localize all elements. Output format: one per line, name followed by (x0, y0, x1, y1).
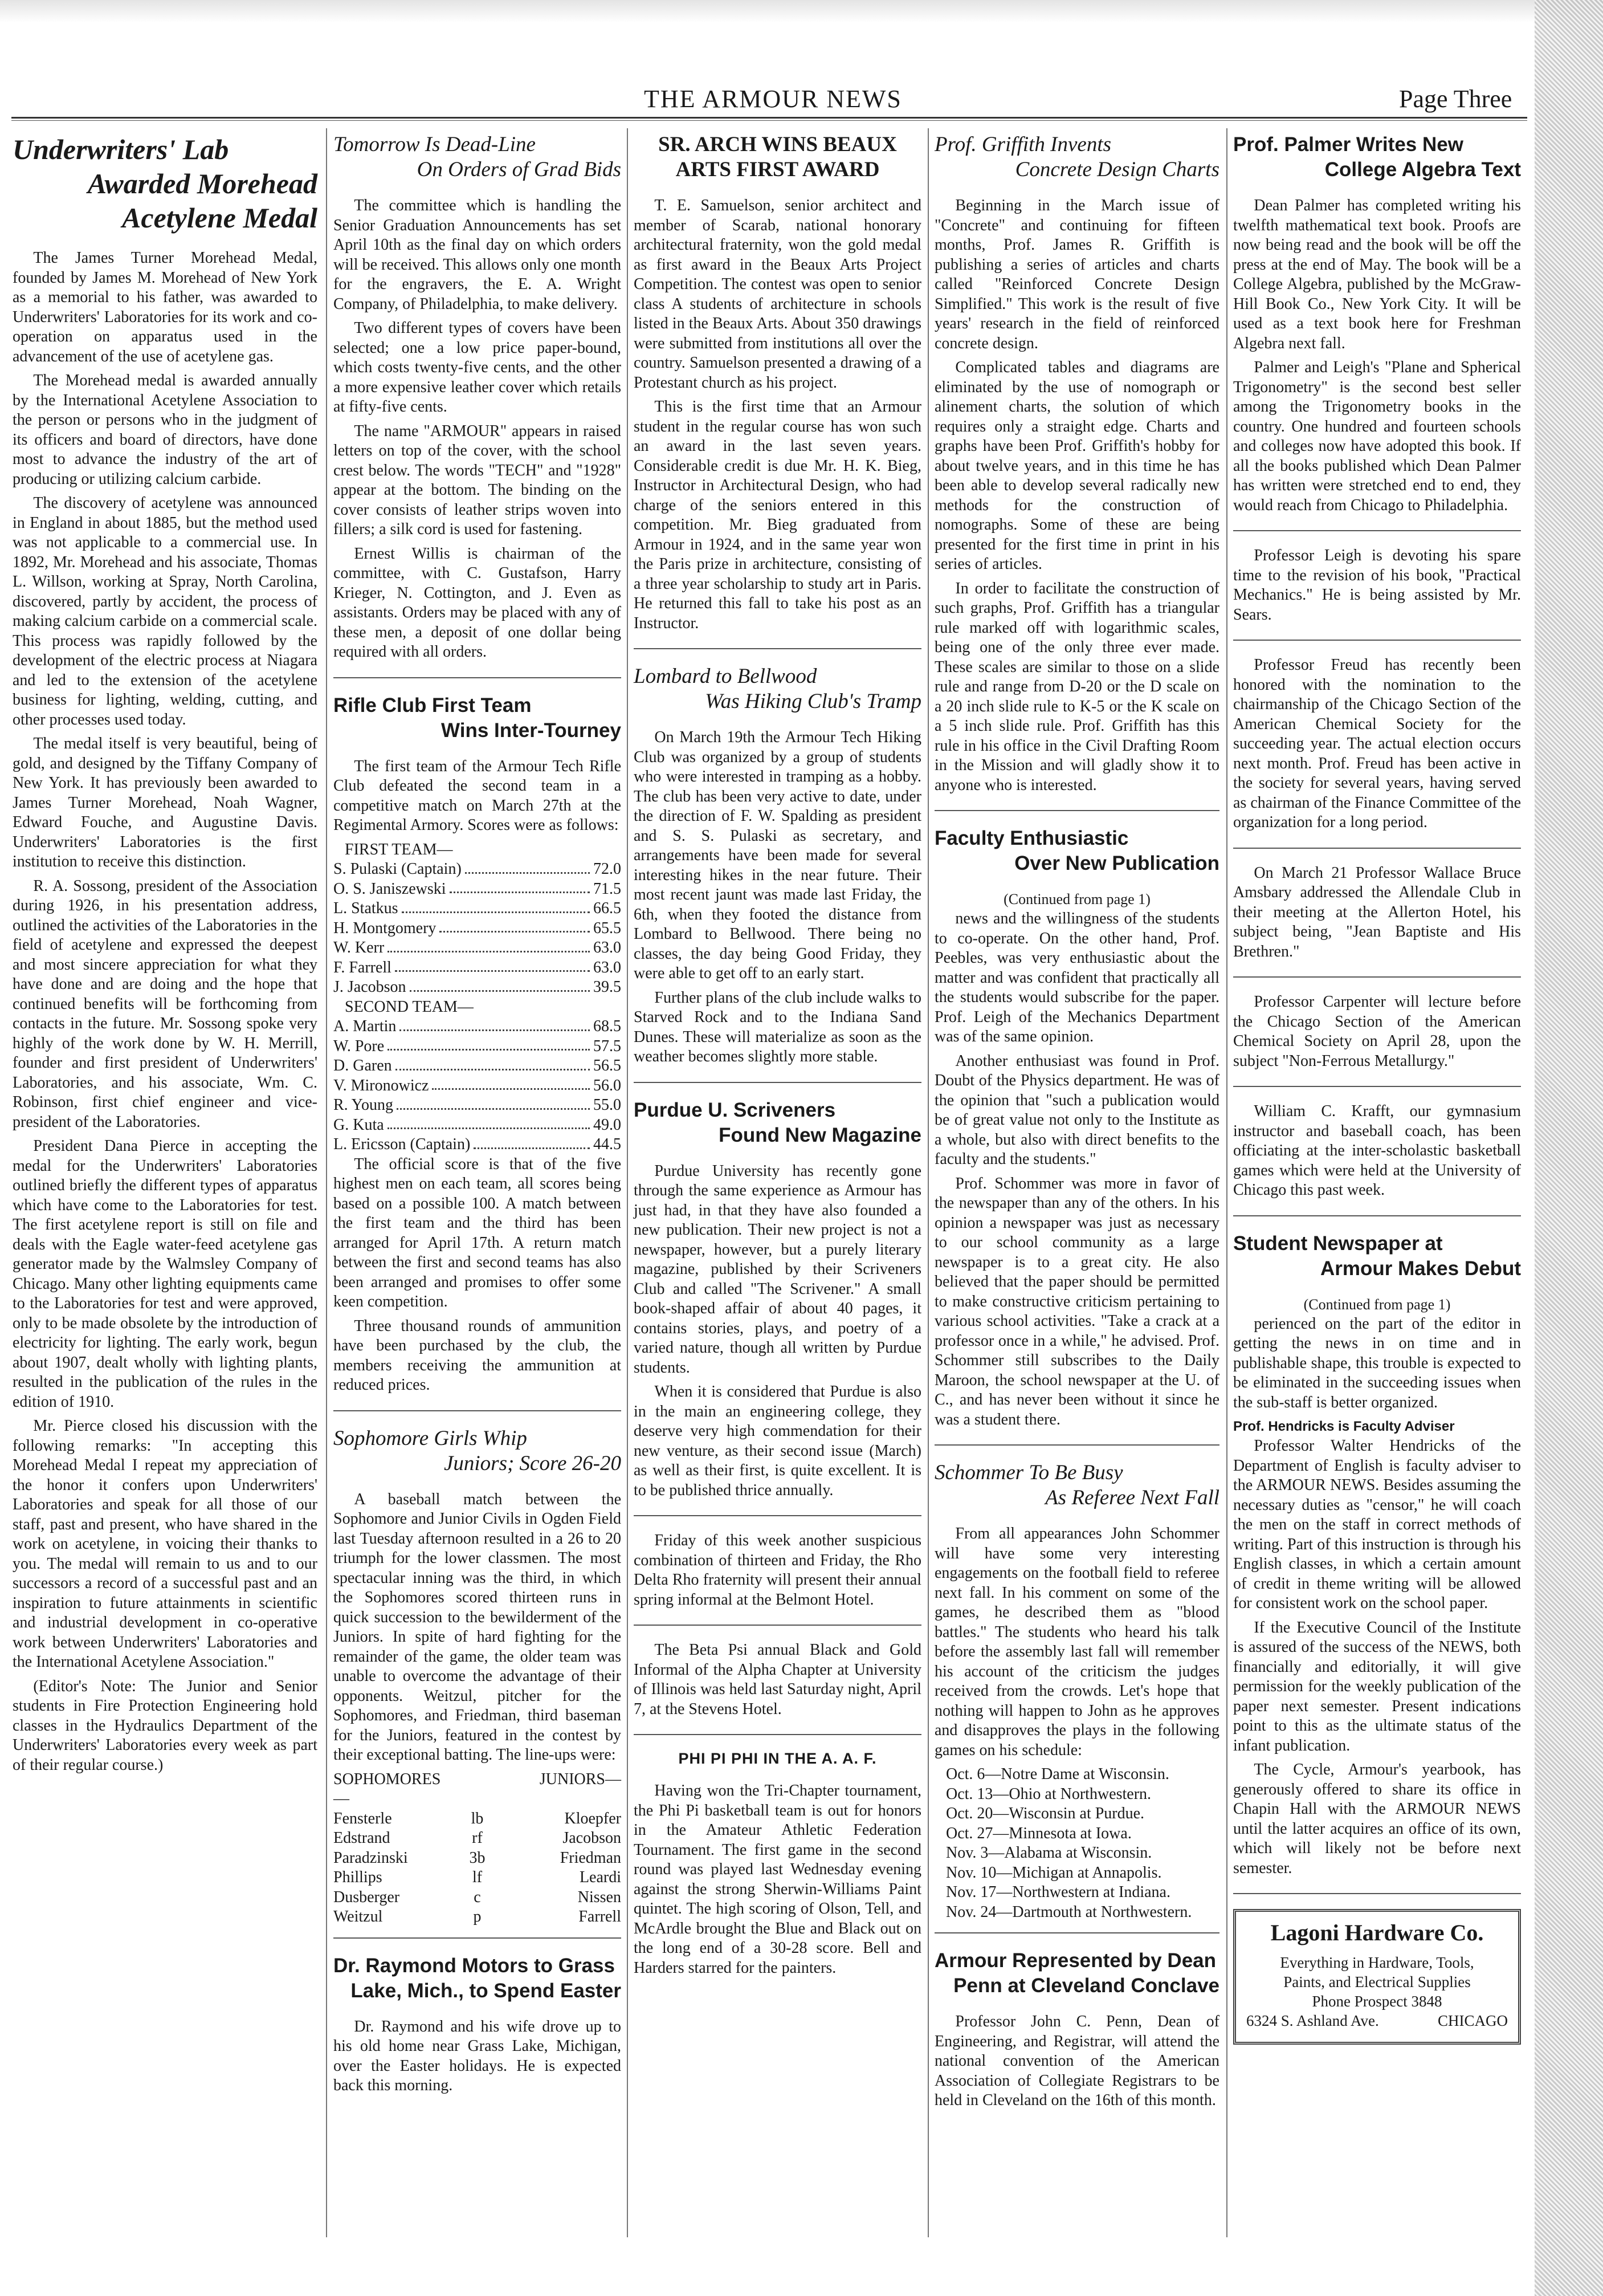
dot-leader (450, 880, 590, 894)
headline (634, 1098, 921, 1148)
paragraph: Three thousand rounds of ammunition have been purchased by the club, the members receiving the ammunition at reduced prices. (333, 1317, 621, 1394)
schedule-item: Oct. 20—Wisconsin at Purdue. (946, 1805, 1145, 1822)
dot-leader (395, 1056, 590, 1070)
team-label: SECOND TEAM— (345, 998, 474, 1016)
ad-line: Everything in Hardware, Tools, (1280, 1954, 1474, 1971)
header-rule (11, 117, 1527, 121)
junior-player: Farrell (578, 1908, 621, 1925)
headline-line: Over New Publication (1014, 852, 1219, 874)
dot-leader (399, 1017, 590, 1031)
article (1233, 1231, 1521, 1895)
shooter-name: V. Mironowicz (333, 1076, 429, 1094)
shooter-name: A. Martin (333, 1017, 397, 1035)
score-row (333, 1037, 621, 1057)
column-rule (928, 128, 929, 2237)
paragraph: Professor Walter Hendricks of the Department of English is faculty adviser to the ARMOUR NEWS. Besides assuming the necessary duties as "censor," he will coach the men on the staff in correct methods of writing. Part of this instruction is through his English classes, in which a certain amount of credit in theme writing will be allowed for consistent work on the school paper. (1233, 1437, 1521, 1612)
schedule-item: Oct. 13—Ohio at Northwestern. (946, 1785, 1152, 1803)
paragraph: The Morehead medal is awarded annually by the International Acetylene Association to the person or persons who in the judgment of its officers and board of directors, have done most to advance the industry of the art of producing or utilizing calcium carbide. (13, 372, 317, 488)
paragraph: The medal itself is very beautiful, being of gold, and designed by the Tiffany Company of New York. It has previously been awarded to James Turner Morehead, Noah Wagner, Edward Fouche, and Augustine Davis. Underwriters' Laboratories is the first institution to receive this distinction. (13, 735, 317, 870)
headline (935, 1948, 1219, 1998)
headline-line: Acetylene Medal (122, 202, 317, 234)
headline-line: Student Newspaper at (1233, 1232, 1443, 1255)
headline (935, 826, 1219, 876)
shooter-score: 49.0 (593, 1116, 621, 1134)
headline-line: Awarded Morehead (87, 168, 317, 200)
lineup-row (333, 1907, 621, 1927)
paragraph: T. E. Samuelson, senior architect and member of Scarab, national honorary architectural fraternity, won the gold medal as first award in the Beaux Arts Project Competition. The contest was open to senior class A students of architecture in schools listed in the Beaux Arts. About 350 drawings were submitted from institutions all over the country. Samuelson presented a drawing of a Protestant church as his project. (634, 197, 921, 392)
paragraph: The official score is that of the five highest men on each team, all scores being based on a possible 100. A match between the first team and the third has been arranged for April 17th. A return match between the first and second teams has also been arranged and promises to offer some keen competition. (333, 1155, 621, 1310)
headline-line: College Algebra Text (1324, 158, 1521, 181)
sophomore-player: SOPHOMORES— (333, 1770, 441, 1808)
ad-city: CHICAGO (1437, 2012, 1508, 2029)
headline-line: Armour Makes Debut (1320, 1257, 1521, 1280)
column-rule (627, 128, 628, 2237)
paragraph: Professor Leigh is devoting his spare time to the revision of his book, "Practical Mechanics." He is being assisted by Mr. Sears. (1233, 547, 1521, 624)
article (333, 1426, 621, 1939)
headline-line: Lake, Mich., to Spend Easter (350, 1979, 621, 2002)
headline-line: Armour Represented by Dean (935, 1949, 1217, 1972)
score-row (333, 860, 621, 880)
paragraph: Ernest Willis is chairman of the committee, with C. Gustafson, Harry Krieger, N. Cottington, and J. Even as assistants. Orders may be placed with any of these men, a deposit of one dollar being required with all orders. (333, 544, 621, 661)
shooter-score: 56.5 (593, 1057, 621, 1074)
paragraph: The Beta Psi annual Black and Gold Informal of the Alpha Chapter at University of Illinois was held last Saturday night, April 7, at the Stevens Hotel. (634, 1641, 921, 1718)
article (935, 1460, 1219, 1933)
paragraph: On March 21 Professor Wallace Bruce Amsbary addressed the Allendale Club in their meeting at the Allerton Hotel, his subject being, "Jean Baptiste and His Brethren." (1233, 864, 1521, 960)
ad-address-row (1246, 2011, 1508, 2030)
lineup-row (333, 1849, 621, 1868)
paragraph: perienced on the part of the editor in getting the news in on time and in publishable shape, this trouble is expected to be eliminated in the succeeding issues when the sub-staff is better organized. (1233, 1314, 1521, 1411)
advertisement (1233, 1909, 1521, 2045)
shooter-score: 65.5 (593, 919, 621, 937)
paragraph: Having won the Tri-Chapter tournament, the Phi Pi basketball team is out for honors in the Amateur Athletic Federation Tournament. The first game in the second round was played last Wednesday evening against the strong Sherwin-Williams Paint quintet. The high scoring of Olson, Tell, and McArdle brought the Blue and Black out on the long end of a 30-28 score. Bell and Harders starred for the painters. (634, 1782, 921, 1977)
headline-line: ARTS FIRST AWARD (675, 158, 880, 181)
headline-line: Prof. Griffith Invents (935, 133, 1112, 156)
score-row (333, 880, 621, 899)
headline-line: Underwriters' Lab (13, 133, 229, 165)
lineup-row (333, 1829, 621, 1849)
headline-line: Rifle Club First Team (333, 694, 532, 717)
paragraph: news and the willingness of the students to co-operate. On the other hand, Prof. Peebles, was very enthusiastic about the matter and was confident that practically all the students would subscribe for the paper. Prof. Leigh of the Mechanics Department was of the same opinion. (935, 910, 1219, 1045)
column-rule (326, 128, 327, 2237)
score-row (333, 978, 621, 998)
shooter-name: G. Kuta (333, 1116, 384, 1134)
score-row (333, 938, 621, 958)
headline (333, 1953, 621, 2004)
dot-leader (465, 860, 590, 874)
article (333, 693, 621, 1411)
paragraph: Professor Freud has recently been honored with the nomination to the chairmanship of the Chicago Section of the American Chemical Society for the succeeding year. The actual election occurs next month. Prof. Freud has been active in the society for several years, having served as chairman of the Finance Committee of the organization for a long period. (1233, 656, 1521, 831)
headline (634, 132, 921, 182)
dot-leader (395, 958, 590, 972)
schedule-item: Oct. 6—Notre Dame at Wisconsin. (946, 1765, 1169, 1783)
shooter-name: F. Farrell (333, 958, 391, 976)
paragraph: Mr. Pierce closed his discussion with the following remarks: "In accepting this Morehead Medal I repeat my appreciation of the honor it confers upon Underwriters' Laboratories and speak for all those of our staff, past and present, who have shared in the work on acetylene, in voicing their thanks to you. The medal will remain to us and to our successors a record of a successful past and an inspiration to future attainments in scientific and industrial development in co-operative work between Underwriters' Laboratories and the International Acetylene Association." (13, 1417, 317, 1671)
headline (333, 693, 621, 743)
lineup-row (333, 1809, 621, 1829)
sophomore-player: Weitzul (333, 1908, 383, 1925)
headline-line: Was Hiking Club's Tramp (705, 690, 921, 713)
paragraph: Beginning in the March issue of "Concrete" and continuing for fifteen months, Prof. James R. Griffith is publishing a series of articles and charts called "Reinforced Concrete Design Simplified." This work is the result of five years' research in the field of reinforced concrete design. (935, 197, 1219, 352)
position (444, 1770, 511, 1809)
schedule-item: Nov. 24—Dartmouth at Northwestern. (946, 1903, 1192, 1921)
headline-line: Lombard to Bellwood (634, 665, 817, 688)
headline (333, 1426, 621, 1476)
score-row (333, 1116, 621, 1135)
column-rule (1226, 128, 1227, 2237)
scan-edge-right (1535, 0, 1603, 2296)
paragraph: William C. Krafft, our gymnasium instructor and baseball coach, has been officiating at the inter-scholastic basketball games which were held at the University of Chicago this past week. (1233, 1102, 1521, 1199)
headline-line: Faculty Enthusiastic (935, 827, 1129, 849)
headline (1233, 132, 1521, 182)
paragraph: From all appearances John Schommer will have some very interesting engagements on the football field to referee next fall. In his comment on some of the games, he described them as "blood battles." The students who heard his talk before the assembly last fall will remember his account of the criticism the judges received from the crowds. Let's hope that nothing will happen to John as he approves and disapproves the plays in the following games on his schedule: (935, 1525, 1219, 1759)
sophomore-player: Edstrand (333, 1829, 390, 1847)
position: lf (472, 1868, 483, 1886)
article (1233, 864, 1521, 978)
paragraph: Dr. Raymond and his wife drove up to his old home near Grass Lake, Michigan, over the Easter holidays. He is expected back this morning. (333, 2017, 621, 2094)
junior-player: Jacobson (562, 1829, 621, 1847)
shooter-score: 57.5 (593, 1037, 621, 1055)
headline-line: As Referee Next Fall (1045, 1486, 1219, 1509)
position: 3b (469, 1849, 486, 1867)
dot-leader (388, 1037, 590, 1051)
article (1233, 992, 1521, 1087)
paragraph: Purdue University has recently gone through the same experience as Armour has just had, in that they have also founded a new publication. Their new project is not a newspaper, however, but a purely literary magazine, published by their Scriveners Club and called "The Scrivener." A small book-shaped affair of about 40 pages, it contains stories, plays, and poetry of a varied nature, though all written by Purdue students. (634, 1162, 921, 1377)
article (935, 1948, 1219, 2126)
dot-leader (432, 1076, 590, 1090)
shooter-name: W. Kerr (333, 939, 385, 956)
article (634, 1640, 921, 1735)
article (13, 132, 317, 1790)
article (333, 1953, 621, 2111)
headline-line: Penn at Cleveland Conclave (953, 1975, 1219, 1997)
position: rf (472, 1829, 483, 1847)
shooter-score: 63.0 (593, 939, 621, 956)
dot-leader (397, 1096, 590, 1110)
team-label: FIRST TEAM— (345, 840, 453, 858)
paragraph: The James Turner Morehead Medal, founded by James M. Morehead of New York as a memorial to his father, was awarded to Underwriters' Laboratories for its work and co-operation on apparatus used in the advancement of the use of acetylene gas. (13, 249, 317, 365)
subheading: Prof. Hendricks is Faculty Adviser (1233, 1419, 1455, 1434)
shooter-score: 66.5 (593, 899, 621, 917)
article (935, 826, 1219, 1446)
headline-line: Concrete Design Charts (1015, 158, 1219, 181)
junior-player: Friedman (560, 1849, 621, 1867)
paragraph: If the Executive Council of the Institute is assured of the success of the NEWS, both financially and editorially, it will give permission for the weekly publication of the paper next semester. Present indications point to this as the ultimate status of the infant publication. (1233, 1618, 1521, 1754)
dot-leader (388, 938, 590, 952)
article (634, 664, 921, 1083)
shooter-name: R. Young (333, 1096, 394, 1114)
headline-line: SR. ARCH WINS BEAUX (658, 133, 897, 156)
sophomore-player: Fensterle (333, 1809, 392, 1827)
lineup-row (333, 1888, 621, 1908)
paragraph: R. A. Sossong, president of the Association during 1926, in his presentation address, outlined the activities of the Laboratories in the field of acetylene and expressed the deepest and most sincere appreciation for what they have done and are doing and the hope that continued benefits will be forthcoming from contacts in the future. Mr. Sossong spoke very highly of the work done by W. H. Merrill, founder and first president of Underwriters' Laboratories, and his associate, Wm. C. Robinson, first chief engineer and vice-president of the Laboratories. (13, 877, 317, 1131)
scan-edge-top (0, 0, 1603, 23)
headline (634, 1750, 921, 1768)
paragraph: Two different types of covers have been selected; one a low price paper-bound, which costs twenty-five cents, and the other a more expensive leather cover which retails at fifty-five cents. (333, 319, 621, 416)
headline (13, 132, 317, 235)
shooter-score: 39.5 (593, 978, 621, 996)
score-row (333, 1056, 621, 1076)
paragraph: Professor John C. Penn, Dean of Engineering, and Registrar, will attend the national convention of the American Association of Collegiate Registrars to be held in Cleveland on the 16th of this month. (935, 2013, 1219, 2109)
headline-line: On Orders of Grad Bids (417, 158, 621, 181)
headline-line: Wins Inter-Tourney (441, 719, 621, 742)
paragraph: Friday of this week another suspicious combination of thirteen and Friday, the Rho Delta Rho fraternity will present their annual spring informal at the Belmont Hotel. (634, 1532, 921, 1609)
paragraph: The discovery of acetylene was announced in England in about 1885, but the method used was not applicable to a commercial use. In 1892, Mr. Morehead and his associate, Thomas L. Willson, working at Spray, North Carolina, discovered, partly by accident, the process of making calcium carbide on a commercial scale. This process was rapidly followed by the development of the electric process at Niagara and led to the extension of the acetylene business for lighting, welding, cutting, and other processes used today. (13, 494, 317, 728)
masthead: THE ARMOUR NEWS (644, 85, 902, 113)
junior-player: JUNIORS— (539, 1770, 621, 1788)
ad-business-name: Lagoni Hardware Co. (1270, 1920, 1484, 1945)
score-row (333, 1017, 621, 1037)
headline-line: Schommer To Be Busy (935, 1461, 1123, 1484)
headline-line: PHI PI PHI IN THE A. A. F. (678, 1750, 877, 1767)
schedule-item: Nov. 10—Michigan at Annapolis. (946, 1863, 1162, 1882)
paragraph: The first team of the Armour Tech Rifle Club defeated the second team in a competitive match on March 27th at the Regimental Armory. Scores were as follows: (333, 757, 621, 834)
continued-note: (Continued from page 1) (1004, 891, 1151, 907)
paragraph: In order to facilitate the construction of such graphs, Prof. Griffith has a triangular rule marked off with logarithmic scales, being one of the only three ever made. These scales are similar to those on a slide rule and range from D-20 or the D scale on a 20 inch slide rule to K-5 or the K scale on a 5 inch slide rule. Prof. Griffith has this rule in his office in the Civil Drafting Room in the Mission and will gladly show it to anyone who is interested. (935, 579, 1219, 794)
headline (935, 132, 1219, 182)
shooter-score: 56.0 (593, 1076, 621, 1094)
lineup-row (333, 1770, 621, 1809)
shooter-score: 63.0 (593, 958, 621, 976)
column-1 (13, 130, 317, 1805)
shooter-score: 71.5 (593, 880, 621, 898)
article (634, 132, 921, 649)
position: lb (471, 1809, 484, 1827)
article (333, 132, 621, 678)
lineup-row (333, 1868, 621, 1888)
article (1233, 1909, 1521, 2055)
article (1233, 1102, 1521, 1216)
shooter-name: L. Statkus (333, 899, 398, 917)
paragraph: This is the first time that an Armour student in the regular course has won such an award in the last seven years. Considerable credit is due Mr. H. K. Bieg, Instructor in Architectural Design, who had charge of the seniors entered in this competition. Mr. Bieg graduated from Armour in 1924, and in the same year won the Paris prize in architecture, consisting of a three year scholarship to study art in Paris. He returned this fall to take his post as an Instructor. (634, 398, 921, 632)
score-row (333, 1135, 621, 1155)
paragraph: Professor Carpenter will lecture before the Chicago Section of the American Chemical Society on April 28, upon the subject "Non-Ferrous Metallurgy." (1233, 993, 1521, 1070)
position: c (474, 1888, 481, 1906)
paragraph: (Editor's Note: The Junior and Senior students in Fire Protection Engineering hold classes in the Hydraulics Department of the Underwriters' Laboratories every week as part of their regular course.) (13, 1677, 317, 1774)
article (1233, 656, 1521, 849)
paragraph: The name "ARMOUR" appears in raised letters on top of the cover, with the school crest below. The words "TECH" and "1928" appear at the bottom. The binding on the cover consists of leather strips woven into fillers; a silk cord is used for fastening. (333, 422, 621, 538)
paragraph: The committee which is handling the Senior Graduation Announcements has set April 10th as the final day on which orders will be received. This allows only one month for the engravers, the E. A. Wright Company, of Philadelphia, to make delivery. (333, 197, 621, 313)
paragraph: Another enthusiast was found in Prof. Doubt of the Physics department. He was of the opinion that "such a publication would be of great value not only to the Institute as a whole, but also with direct benefits to the faculty and the students." (935, 1052, 1219, 1168)
headline (935, 1460, 1219, 1511)
shooter-name: O. S. Janiszewski (333, 880, 446, 898)
junior-player: Kloepfer (564, 1809, 621, 1827)
ad-phone: Phone Prospect 3848 (1312, 1993, 1442, 2010)
headline (333, 132, 621, 182)
dot-leader (388, 1116, 590, 1130)
schedule-item: Nov. 17—Northwestern at Indiana. (946, 1883, 1170, 1901)
junior-player: Leardi (579, 1868, 621, 1886)
paragraph: A baseball match between the Sophomore and Junior Civils in Ogden Field last Tuesday afternoon resulted in a 26 to 20 triumph for the lower classmen. The most spectacular inning was the third, in which the Sophomores scored thirteen runs in quick succession to the bewilderment of the Juniors. In spite of hard fighting for the remainder of the game, the older team was unable to overcome the advantage of their opponents. Weitzul, pitcher for the Sophomores, and Friedman, third baseman for the Juniors, featured in the contest by their exceptional batting. The line-ups were: (333, 1490, 621, 1764)
score-row (333, 958, 621, 978)
headline (1233, 1231, 1521, 1281)
page-number: Page Three (1399, 85, 1512, 113)
article (634, 1098, 921, 1517)
headline-line: Purdue U. Scriveners (634, 1098, 836, 1121)
dot-leader (410, 978, 590, 992)
sophomore-player: Paradzinski (333, 1849, 408, 1867)
position: p (473, 1908, 482, 1925)
paragraph: Prof. Schommer was more in favor of the newspaper than any of the others. In his opinion a newspaper was just as necessary to our school community as a large newspaper is to a great city. He also believed that the paper should be permitted to make constructive criticism pertaining to various school activities. "Take a crack at a professor once in a while," he advised. Prof. Schommer still subscribes to the Daily Maroon, the school newspaper at the U. of C., and has never been without it since he was a student there. (935, 1174, 1219, 1428)
shooter-name: W. Pore (333, 1037, 385, 1055)
paragraph: Further plans of the club include walks to Starved Rock and to the Indiana Sand Dunes. These will materialize as soon as the weather becomes slightly more stable. (634, 988, 921, 1065)
shooter-score: 72.0 (593, 860, 621, 878)
headline-line: Prof. Palmer Writes New (1233, 133, 1463, 156)
score-row (333, 899, 621, 919)
schedule-item: Nov. 3—Alabama at Wisconsin. (946, 1844, 1152, 1862)
paragraph: The Cycle, Armour's yearbook, has generously offered to share its office in Chapin Hall with the ARMOUR NEWS until the latter acquires an office of its own, which will likely not be before next semester. (1233, 1761, 1521, 1877)
dot-leader (474, 1135, 590, 1149)
schedule-item: Oct. 27—Minnesota at Iowa. (946, 1824, 1132, 1842)
paragraph: Complicated tables and diagrams are eliminated by the use of nomograph or alinement charts, the solution of which requires only a straight edge. Charts and graphs have been Prof. Griffith's hobby for about twelve years, and in this time he has been able to develop several radically new methods for the construction of nomographs. Some of these are being presented for the first time in print in his series of articles. (935, 359, 1219, 573)
headline (634, 664, 921, 714)
column-5 (1233, 130, 1521, 2070)
shooter-name: L. Ericsson (Captain) (333, 1135, 471, 1153)
paragraph: President Dana Pierce in accepting the medal for the Underwriters' Laboratories outlined briefly the different types of apparatus which have come to the Laboratories for test. The first acetylene report is still on file and deals with the Eagle water-feed acetylene gas generator made by the Walmsley Company of Chicago. Many other lighting equipments came to the Laboratories for test and were approved, only to be made obsolete by the introduction of electricity for lighting. The early work, begun about 1907, dealt wholly with lighting plants, resulted in the publication of the rules in the edition of 1910. (13, 1137, 317, 1411)
score-row (333, 1076, 621, 1096)
article (935, 132, 1219, 811)
headline-line: Dr. Raymond Motors to Grass (333, 1954, 615, 1977)
score-row (333, 919, 621, 939)
shooter-name: D. Garen (333, 1057, 392, 1074)
score-row (333, 1096, 621, 1116)
shooter-name: J. Jacobson (333, 978, 406, 996)
headline-line: Tomorrow Is Dead-Line (333, 133, 536, 156)
sophomore-player: Phillips (333, 1868, 382, 1886)
headline-line: Juniors; Score 26-20 (443, 1451, 621, 1475)
article (634, 1750, 921, 1993)
paragraph: When it is considered that Purdue is also in the main an engineering college, they deserve very high commendation for their new venture, as their second issue (March) as well as their first, is quite excellent. It is to be published thrice annually. (634, 1383, 921, 1499)
article (1233, 132, 1521, 531)
junior-player: Nissen (577, 1888, 621, 1906)
article (1233, 546, 1521, 641)
headline-line: Sophomore Girls Whip (333, 1426, 527, 1450)
shooter-name: H. Montgomery (333, 919, 437, 937)
column-2 (333, 130, 621, 2126)
column-3 (634, 130, 921, 2008)
dot-leader (402, 899, 590, 913)
shooter-score: 68.5 (593, 1017, 621, 1035)
paragraph: On March 19th the Armour Tech Hiking Club was organized by a group of students who were interested in tramping as a hobby. The club has been very active to date, under the direction of F. W. Spalding as president and S. S. Pulaski as secretary, and arrangements have been made for several interesting hikes in the near future. Their most recent jaunt was made last Friday, the 6th, when they footed the distance from Lombard to Bellwood. There being no classes, the day being Good Friday, they were able to get off to an early start. (634, 728, 921, 982)
article (634, 1531, 921, 1626)
ad-line: Paints, and Electrical Supplies (1283, 1973, 1471, 1990)
paragraph: Dean Palmer has completed writing his twelfth mathematical text book. Proofs are now being read and the book will be off the press at the end of May. The book will be a College Algebra, published by the McGraw-Hill Book Co., New York City. It will be used as a text book here for Freshman Algebra next fall. (1233, 197, 1521, 352)
column-4 (935, 130, 1219, 2140)
shooter-score: 55.0 (593, 1096, 621, 1114)
ad-address: 6324 S. Ashland Ave. (1246, 2012, 1379, 2029)
sophomore-player: Dusberger (333, 1888, 400, 1906)
continued-note: (Continued from page 1) (1303, 1296, 1451, 1313)
headline-line: Found New Magazine (719, 1123, 921, 1146)
shooter-name: S. Pulaski (Captain) (333, 860, 462, 878)
dot-leader (439, 919, 590, 933)
paragraph: Palmer and Leigh's "Plane and Spherical Trigonometry" is the second best seller among the Trigonometry books in the country. One hundred and fourteen schools and colleges now have adopted this book. If all the books published which Dean Palmer has written were stretched end to end, they would reach from Chicago to Philadelphia. (1233, 359, 1521, 514)
shooter-score: 44.5 (593, 1135, 621, 1153)
